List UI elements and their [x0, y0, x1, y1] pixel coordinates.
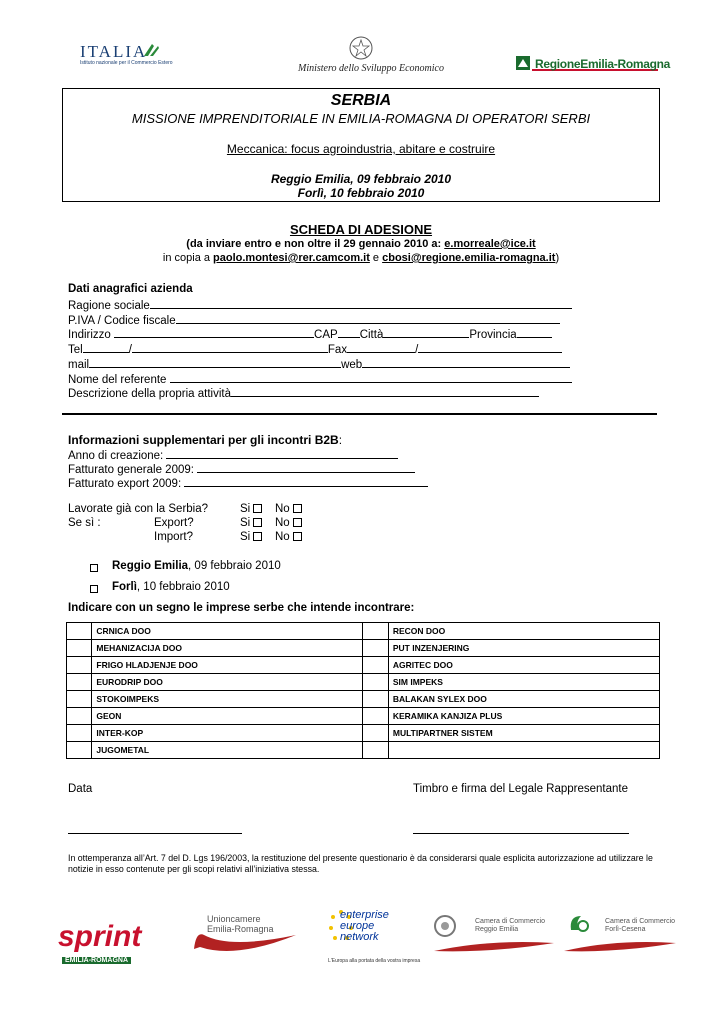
cc-forli-logo: Camera di Commercio Forlì-Cesena [605, 918, 676, 933]
cc-forli-swoosh-icon [560, 935, 680, 955]
email-link-cc1[interactable]: paolo.montesi@rer.camcom.it [213, 252, 370, 264]
session-forli-label: Forlì, 10 febbraio 2010 [112, 581, 230, 593]
firm-name-cell: SIM IMPEKS [388, 674, 659, 691]
region-logo: RegioneEmilia-Romagna [535, 57, 671, 71]
export-label: Export? [154, 517, 194, 529]
firm-mark-cell[interactable] [67, 708, 92, 725]
firm-mark-cell[interactable] [363, 725, 388, 742]
firm-mark-cell[interactable] [363, 640, 388, 657]
ice-mark-icon [142, 42, 160, 58]
email-link-main[interactable]: e.morreale@ice.it [444, 238, 536, 250]
table-row [67, 674, 660, 691]
event-date-forli: Forlì, 10 febbraio 2010 [297, 186, 425, 200]
question-serbia: Lavorate già con la Serbia? [68, 503, 209, 515]
firm-name-cell: KERAMIKA KANJIZA PLUS [388, 708, 659, 725]
field-anno-creazione[interactable]: Anno di creazione: [68, 448, 398, 462]
firm-name-cell: AGRITEC DOO [388, 657, 659, 674]
field-piva[interactable]: P.IVA / Codice fiscale [68, 313, 560, 327]
session-reggio-label: Reggio Emilia, 09 febbraio 2010 [112, 560, 281, 572]
section-divider [62, 413, 657, 415]
firms-heading: Indicare con un segno le imprese serbe che intende incontrare: [68, 602, 415, 614]
firm-name-cell: STOKOIMPEKS [92, 691, 363, 708]
een-tagline: L'Europa alla portata della vostra impresa [328, 958, 421, 964]
table-row [67, 742, 660, 759]
firm-mark-cell[interactable] [363, 674, 388, 691]
field-attivita[interactable]: Descrizione della propria attività [68, 386, 539, 400]
field-referente[interactable]: Nome del referente [68, 372, 572, 386]
field-address-row[interactable]: Indirizzo CAP Città Provincia [68, 327, 552, 341]
firm-name-cell [388, 742, 659, 759]
export-no-checkbox[interactable]: No [275, 517, 302, 529]
session-reggio-checkbox[interactable] [90, 564, 98, 572]
date-line[interactable] [68, 833, 242, 834]
firm-name-cell: GEON [92, 708, 363, 725]
firm-name-cell: RECON DOO [388, 623, 659, 640]
firms-table [66, 622, 660, 759]
cc-reggio-logo: Camera di Commercio Reggio Emilia [475, 918, 546, 933]
firm-mark-cell[interactable] [67, 691, 92, 708]
field-ragione-sociale[interactable]: Ragione sociale [68, 298, 572, 312]
firm-mark-cell[interactable] [363, 708, 388, 725]
import-label: Import? [154, 531, 193, 543]
italia-logo-subtitle: Istituto nazionale per il Commercio Estero [80, 60, 173, 66]
firm-name-cell: CRNICA DOO [92, 623, 363, 640]
table-row [67, 691, 660, 708]
deadline-note: (da inviare entro e non oltre il 29 gennaio 2010 a: e.morreale@ice.it [186, 238, 536, 250]
firm-name-cell: INTER-KOP [92, 725, 363, 742]
mission-title: MISSIONE IMPRENDITORIALE IN EMILIA-ROMAGNA DI OPERATORI SERBI [131, 111, 591, 126]
unioncamere-logo: Unioncamere Emilia-Romagna [207, 914, 274, 934]
email-link-cc2[interactable]: cbosi@regione.emilia-romagna.it [382, 252, 556, 264]
firm-name-cell: BALAKAN SYLEX DOO [388, 691, 659, 708]
field-mail-web-row[interactable]: mail web [68, 357, 570, 371]
republic-emblem-icon [348, 35, 374, 61]
copy-note: in copia a paolo.montesi@rer.camcom.it e cbosi@regione.emilia-romagna.it) [162, 252, 560, 264]
export-yes-checkbox[interactable]: Si [240, 517, 262, 529]
firm-mark-cell[interactable] [67, 640, 92, 657]
firm-mark-cell[interactable] [67, 623, 92, 640]
firm-mark-cell[interactable] [67, 742, 92, 759]
table-row [67, 623, 660, 640]
italia-logo: ITALIA [80, 42, 148, 61]
if-yes-label: Se sì : [68, 517, 101, 529]
serbia-yes-checkbox[interactable]: Si [240, 503, 262, 515]
cc-reggio-swoosh-icon [430, 935, 558, 955]
import-yes-checkbox[interactable]: Si [240, 531, 262, 543]
een-logo: enterprise europe network [340, 909, 389, 943]
privacy-notice: In ottemperanza all’Art. 7 del D. Lgs 196/2003, la restituzione del presente questionario è da considerarsi quale esplicita autorizzazione ad utilizzare le notizie in esso contenute per gli scopi relativi all’iniziativa stessa. [68, 853, 653, 874]
signature-label: Timbro e firma del Legale Rappresentante [413, 783, 628, 795]
firm-name-cell: MULTIPARTNER SISTEM [388, 725, 659, 742]
field-fatturato-export[interactable]: Fatturato export 2009: [68, 476, 428, 490]
firm-mark-cell[interactable] [363, 742, 388, 759]
date-label: Data [68, 783, 93, 795]
table-row [67, 640, 660, 657]
firm-mark-cell[interactable] [363, 657, 388, 674]
serbia-no-checkbox[interactable]: No [275, 503, 302, 515]
firm-name-cell: PUT INZENJERING [388, 640, 659, 657]
firm-mark-cell[interactable] [67, 725, 92, 742]
ministry-logo: Ministero dello Sviluppo Economico [298, 63, 444, 74]
signature-line[interactable] [413, 833, 629, 834]
firm-mark-cell[interactable] [67, 674, 92, 691]
session-forli-checkbox[interactable] [90, 585, 98, 593]
table-row [67, 725, 660, 742]
firm-mark-cell[interactable] [363, 691, 388, 708]
table-row [67, 708, 660, 725]
firm-name-cell: FRIGO HLADJENJE DOO [92, 657, 363, 674]
page-title: SERBIA [330, 92, 392, 109]
firm-name-cell: JUGOMETAL [92, 742, 363, 759]
sprint-logo: sprint [58, 920, 142, 953]
table-row [67, 657, 660, 674]
firm-mark-cell[interactable] [67, 657, 92, 674]
field-tel-fax-row[interactable]: Tel / Fax / [68, 342, 562, 356]
firm-name-cell: MEHANIZACIJA DOO [92, 640, 363, 657]
firm-name-cell: EURODRIP DOO [92, 674, 363, 691]
form-heading: SCHEDA DI ADESIONE [289, 222, 433, 237]
firm-mark-cell[interactable] [363, 623, 388, 640]
sprint-logo-subtitle: EMILIA-ROMAGNA [62, 957, 131, 964]
sector-subtitle: Meccanica: focus agroindustria, abitare e costruire [226, 142, 496, 156]
b2b-heading: Informazioni supplementari per gli incontri B2B: [68, 433, 343, 447]
field-fatturato-generale[interactable]: Fatturato generale 2009: [68, 462, 415, 476]
event-date-reggio: Reggio Emilia, 09 febbraio 2010 [270, 172, 452, 186]
import-no-checkbox[interactable]: No [275, 531, 302, 543]
registry-heading: Dati anagrafici azienda [68, 283, 193, 295]
